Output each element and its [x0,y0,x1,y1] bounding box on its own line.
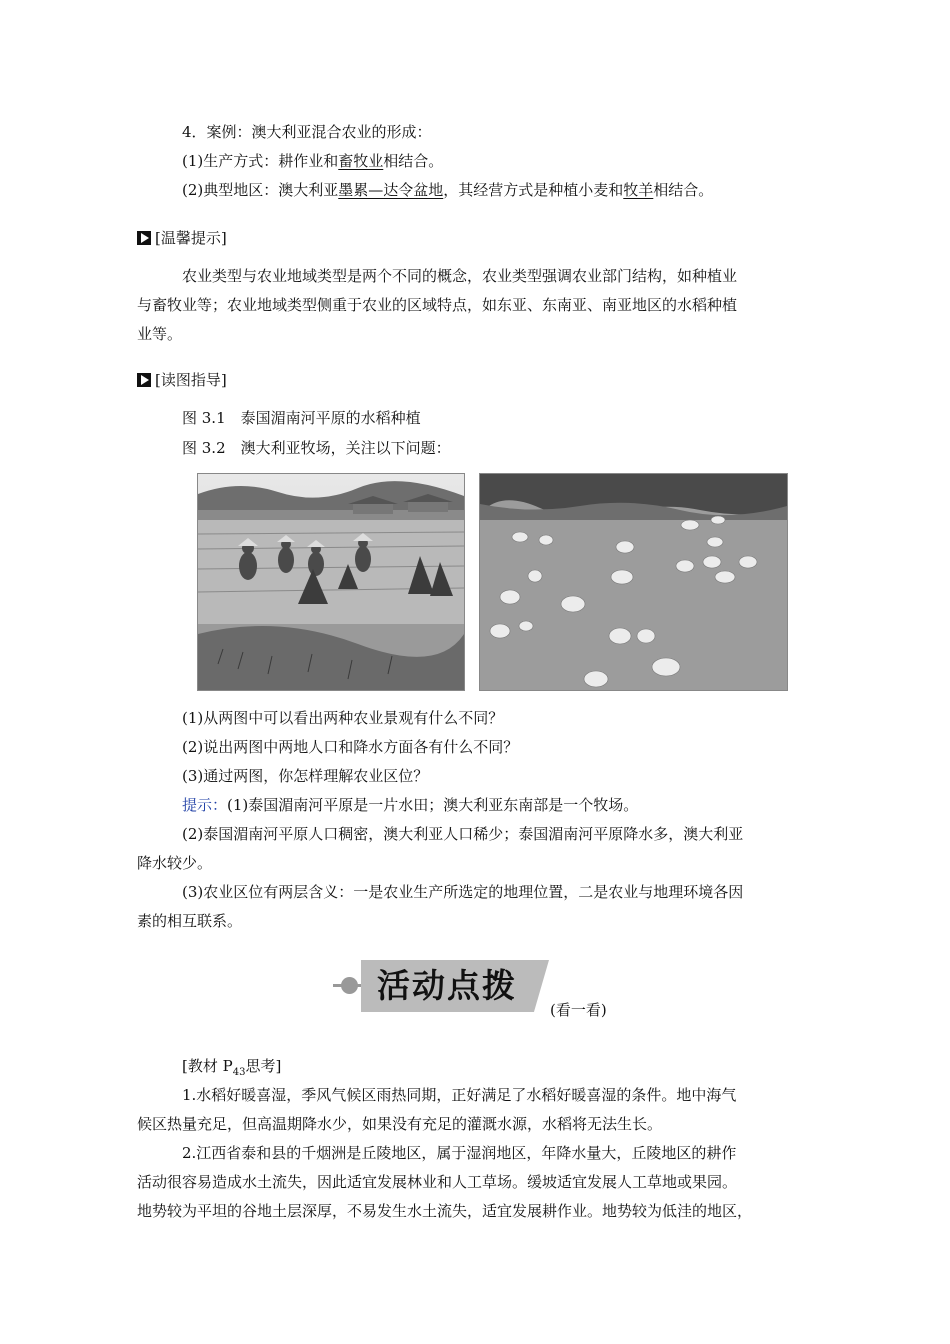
question-2: (2)说出两图中两地人口和降水方面各有什么不同？ [182,738,519,756]
answer-1 [182,791,638,819]
activity-line-5: 地势较为平坦的谷地土层深厚，不易发生水土流失，适宜发展耕作业。地势较为低洼的地区， [137,1202,753,1220]
pasture-image [480,474,787,690]
case-item-2-suffix: 相结合。 [653,181,714,199]
banner-title: 活动点拨 [377,966,517,1005]
ref-suffix: 思考] [245,1057,282,1075]
figure-caption-1: 图 3.1 泰国湄南河平原的水稻种植 [182,409,421,427]
case-item-1 [182,147,443,175]
case-item-1-suffix: 相结合。 [383,152,444,170]
answer-2-line-2: 降水较少。 [137,854,213,872]
activity-banner [333,958,553,1014]
banner-subtitle: (看一看) [550,1001,607,1019]
play-icon [137,231,151,245]
rice-paddy-image [198,474,464,690]
tip-line-2: 与畜牧业等；农业地域类型侧重于农业的区域特点，如东亚、东南亚、南亚地区的水稻种植 [137,296,738,314]
answer-3-line-1: (3)农业区位有两层含义：一是农业生产所选定的地理位置，二是农业与地理环境各因 [182,883,744,901]
textbook-reference [182,1052,281,1080]
case-heading: 4．案例：澳大利亚混合农业的形成： [182,123,432,141]
activity-line-3: 2.江西省泰和县的千烟洲是丘陵地区，属于湿润地区，年降水量大，丘陵地区的耕作 [182,1144,737,1162]
case-item-2-mid: ，其经营方式是种植小麦和 [443,181,624,199]
case-item-2 [182,176,713,204]
tip-line-1: 农业类型与农业地域类型是两个不同的概念，农业类型强调农业部门结构，如种植业 [182,267,738,285]
banner-dot [341,977,358,994]
ref-prefix: [教材 P [182,1057,233,1075]
answer-1-text: (1)泰国湄南河平原是一片水田；澳大利亚东南部是一个牧场。 [227,796,639,814]
activity-line-4: 活动很容易造成水土流失，因此适宜发展林业和人工草场。缓坡适宜发展人工草地或果园。 [137,1173,738,1191]
play-icon [137,373,151,387]
figure-caption-2: 图 3.2 澳大利亚牧场，关注以下问题： [182,439,451,457]
rice-paddy-photo [197,473,465,691]
case-item-2-answer-1: 墨累—达令盆地 [338,181,444,199]
case-item-1-answer: 畜牧业 [338,152,384,170]
case-item-1-prefix: (1)生产方式：耕作业和 [182,152,339,170]
question-3: (3)通过两图，你怎样理解农业区位？ [182,767,429,785]
question-1: (1)从两图中可以看出两种农业景观有什么不同？ [182,709,504,727]
tip-line-3: 业等。 [137,325,183,343]
answer-3-line-2: 素的相互联系。 [137,912,243,930]
tip-label: [温馨提示] [155,229,227,247]
case-item-2-answer-2: 牧羊 [623,181,654,199]
pasture-photo [479,473,788,691]
tip-tag [137,224,227,252]
ref-page: 43 [232,1067,246,1078]
answer-2-line-1: (2)泰国湄南河平原人口稠密，澳大利亚人口稀少；泰国湄南河平原降水多，澳大利亚 [182,825,744,843]
activity-line-1: 1.水稻好暖喜湿，季风气候区雨热同期，正好满足了水稻好暖喜湿的条件。地中海气 [182,1086,737,1104]
guide-tag [137,366,227,394]
case-item-2-prefix: (2)典型地区：澳大利亚 [182,181,339,199]
hint-label: 提示： [182,796,228,814]
guide-label: [读图指导] [155,371,227,389]
activity-line-2: 候区热量充足，但高温期降水少，如果没有充足的灌溉水源，水稻将无法生长。 [137,1115,663,1133]
